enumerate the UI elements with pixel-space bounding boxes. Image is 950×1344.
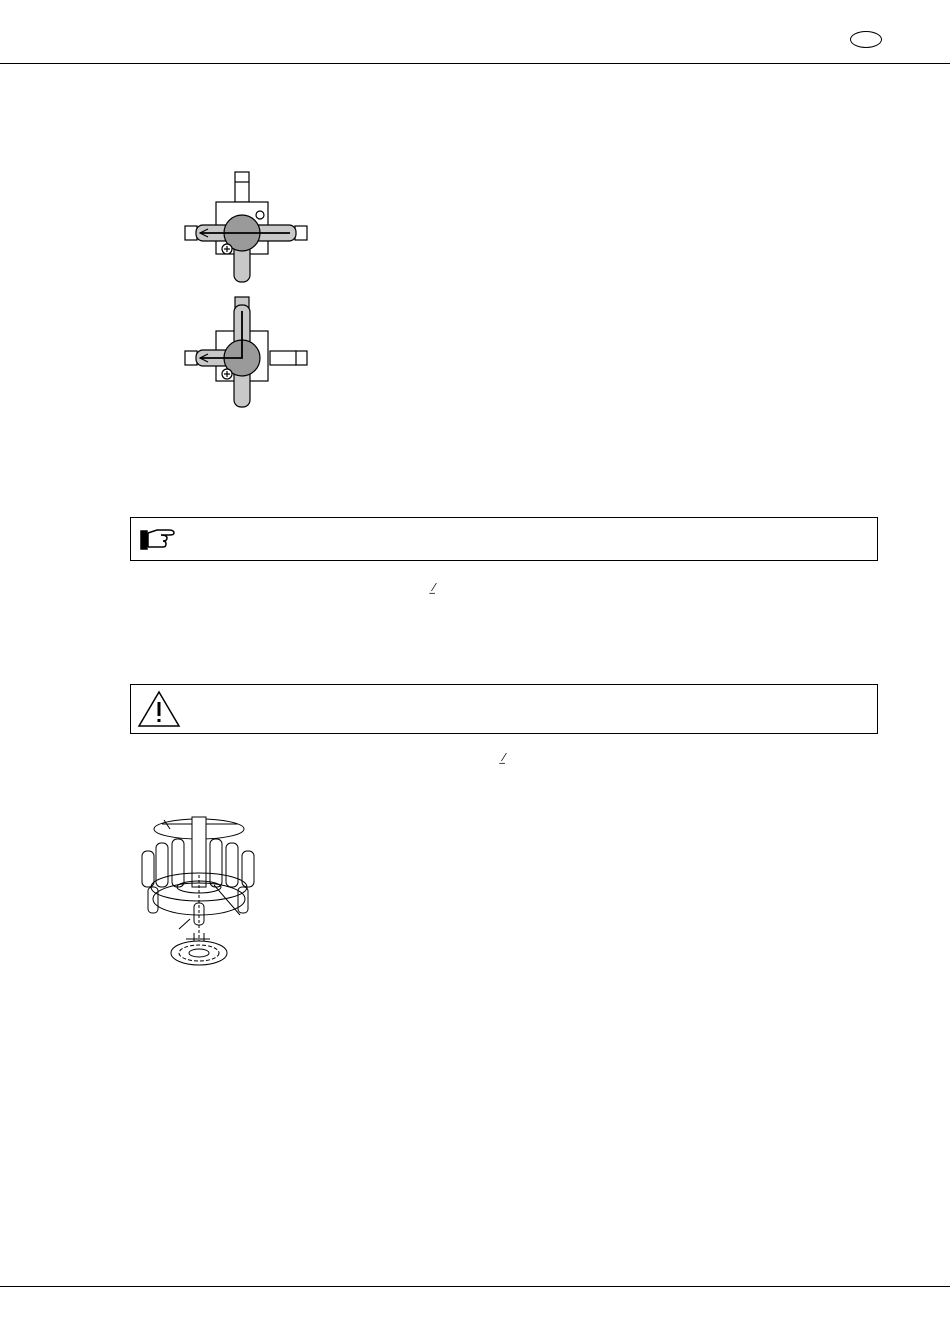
note-box [130, 517, 878, 561]
pointing-hand-icon [139, 525, 179, 555]
language-badge [850, 31, 882, 48]
footer-rule [0, 1286, 950, 1287]
valve-figure-angled [182, 295, 312, 415]
warning-triangle-icon [137, 690, 181, 728]
special-mark-2: ⁄̲ [503, 751, 505, 764]
header-rule [0, 63, 950, 64]
warning-box [130, 684, 878, 734]
valve-figure-straight [182, 170, 312, 290]
special-mark-1: ⁄̲ [433, 581, 435, 594]
nozzle-assembly-figure [134, 815, 264, 970]
